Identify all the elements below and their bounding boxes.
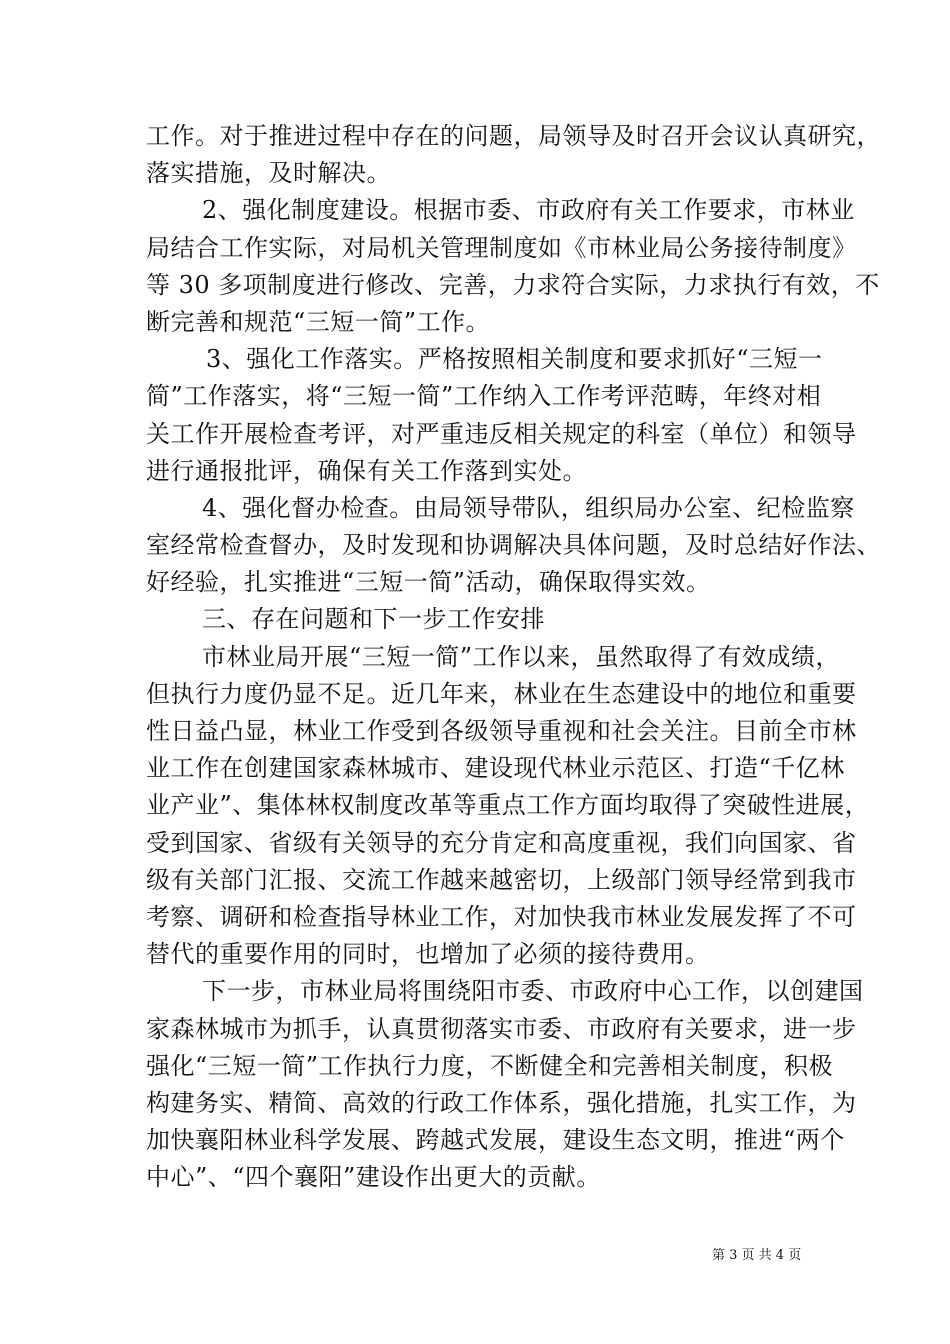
text-line: 局结合工作实际，对局机关管理制度如《市林业局公务接待制度》: [146, 233, 857, 262]
section-heading: 三、存在问题和下一步工作安排: [202, 605, 545, 634]
text-line: 好经验，扎实推进“三短一简”活动，确保取得实效。: [146, 568, 711, 597]
paragraph-2-start: 2、强化制度建设。根据市委、市政府有关工作要求，市林业: [202, 196, 855, 225]
text-line: 业工作在创建国家森林城市、建设现代林业示范区、打造“千亿林: [146, 754, 845, 783]
text-line: 受到国家、省级有关领导的充分肯定和高度重视，我们向国家、省: [146, 828, 857, 857]
text-line: 简”工作落实，将“三短一简”工作纳入工作考评范畴，年终对相: [146, 382, 822, 411]
paragraph-problems-start: 市林业局开展“三短一简”工作以来，虽然取得了有效成绩，: [202, 642, 841, 671]
text-line: 进行通报批评，确保有关工作落到实处。: [146, 456, 587, 485]
text-line: 中心”、“四个襄阳”建设作出更大的贡献。: [146, 1163, 601, 1192]
text-line: 断完善和规范“三短一简”工作。: [146, 307, 491, 336]
text-line: 强化“三短一简”工作执行力度，不断健全和完善相关制度，积极: [146, 1051, 834, 1080]
paragraph-4-start: 4、强化督办检查。由局领导带队，组织局办公室、纪检监察: [202, 493, 855, 522]
text-line: 工作。对于推进过程中存在的问题，局领导及时召开会议认真研究，: [146, 122, 881, 150]
text-line: 加快襄阳林业科学发展、跨越式发展，建设生态文明，推进“两个: [146, 1126, 845, 1155]
text-line: 室经常检查督办，及时发现和协调解决具体问题，及时总结好作法、: [146, 531, 881, 560]
text-line: 但执行力度仍显不足。近几年来，林业在生态建设中的地位和重要: [146, 679, 857, 708]
paragraph-next-steps-start: 下一步，市林业局将围绕阳市委、市政府中心工作，以创建国: [202, 977, 864, 1006]
text-line: 性日益凸显，林业工作受到各级领导重视和社会关注。目前全市林: [146, 717, 857, 745]
text-line: 业产业”、集体林权制度改革等重点工作方面均取得了突破性进展，: [146, 791, 870, 820]
text-line: 关工作开展检查考评，对严重违反相关规定的科室（单位）和领导: [146, 419, 857, 448]
text-line: 落实措施，及时解决。: [146, 159, 391, 188]
text-line: 替代的重要作用的同时，也增加了必须的接待费用。: [146, 940, 710, 969]
text-line: 考察、调研和检查指导林业工作，对加快我市林业发展发挥了不可: [146, 902, 857, 931]
text-line: 级有关部门汇报、交流工作越来越密切，上级部门领导经常到我市: [146, 865, 857, 894]
text-line: 构建务实、精简、高效的行政工作体系，强化措施，扎实工作，为: [146, 1088, 857, 1117]
document-body: [146, 118, 881, 1196]
text-line: 等 30 多项制度进行修改、完善，力求符合实际，力求执行有效，不: [146, 270, 880, 299]
paragraph-3-start: 3、强化工作落实。严格按照相关制度和要求抓好“三短一: [206, 345, 823, 374]
text-line: 家森林城市为抓手，认真贯彻落实市委、市政府有关要求，进一步: [146, 1014, 857, 1043]
page-number: 第 3 页 共 4 页: [712, 1248, 802, 1263]
